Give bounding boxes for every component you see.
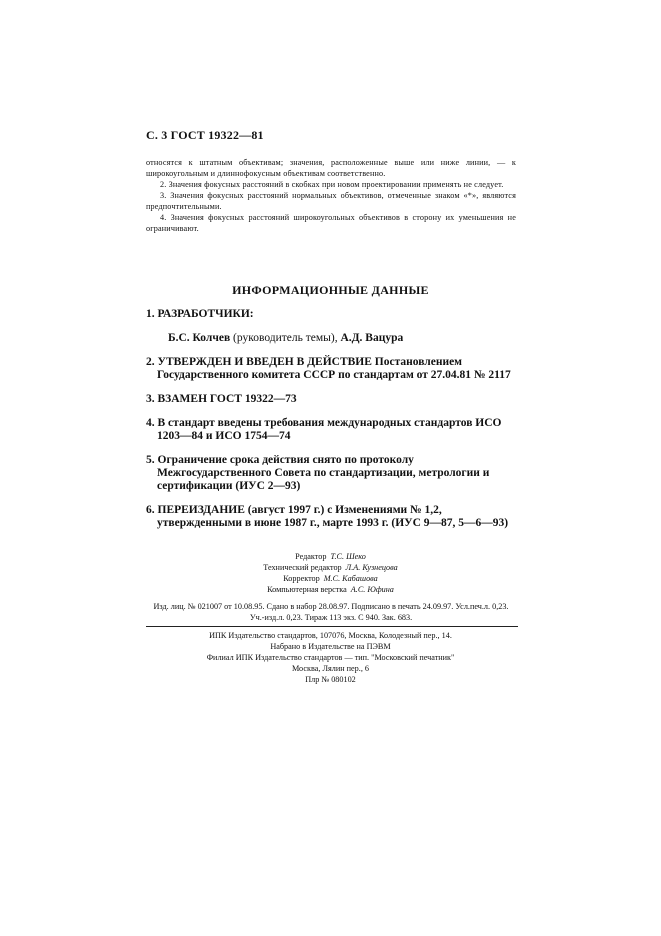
credit-tech-editor: Технический редактор Л.А. Кузнецова bbox=[263, 563, 398, 572]
editorial-credits bbox=[0, 551, 661, 595]
developer-role: (руководитель темы), bbox=[233, 332, 338, 344]
credit-editor: Редактор Т.С. Шеко bbox=[295, 552, 366, 561]
info-section bbox=[146, 308, 516, 541]
printing-line: Плр № 080102 bbox=[305, 675, 356, 684]
credit-layout: Компьютерная верстка А.С. Юфина bbox=[267, 585, 394, 594]
printing-line: ИПК Издательство стандартов, 107076, Москва, Колодезный пер., 14. bbox=[209, 631, 452, 640]
divider-line bbox=[146, 626, 518, 627]
printing-line: Москва, Лялин пер., 6 bbox=[291, 664, 370, 673]
developer-name: А.Д. Вацура bbox=[340, 332, 404, 344]
printing-line: Филиал ИПК Издательство стандартов — тип. "Московский печатник" bbox=[206, 653, 455, 662]
table-notes bbox=[146, 157, 516, 234]
info-item-developers: 1. РАЗРАБОТЧИКИ: bbox=[146, 308, 254, 320]
printing-info bbox=[0, 630, 661, 685]
publication-info: Изд. лиц. № 021007 от 10.08.95. Сдано в набор 28.08.97. Подписано в печать 24.09.97. Усл.печ.л. 0,23. Уч.-изд.л. 0,23. Тираж 113 экз. С 940. Зак. 683. bbox=[153, 602, 509, 622]
note-3: 3. Значения фокусных расстояний нормальных объективов, отмеченные знаком «*», являются предпочтительными. bbox=[146, 191, 516, 211]
note-4: 4. Значения фокусных расстояний широкоугольных объективов в сторону их уменьшения не ограничивают. bbox=[146, 213, 516, 233]
note-continuation: относятся к штатным объективам; значения, расположенные выше или ниже линии, — к широкоугольным и длиннофокусным объективам соответственно. bbox=[146, 158, 516, 178]
developer-name: Б.С. Колчев bbox=[168, 332, 231, 344]
page-header: С. 3 ГОСТ 19322—81 bbox=[146, 128, 264, 142]
developers-list bbox=[168, 332, 516, 345]
info-item-reissue: 6. ПЕРЕИЗДАНИЕ (август 1997 г.) с Изменениями № 1,2, утвержденными в июне 1987 г., марте 1993 г. (ИУС 9—87, 5—6—93) bbox=[146, 504, 509, 529]
credit-proofreader: Корректор М.С. Кабашова bbox=[283, 574, 378, 583]
info-item-replaces: 3. ВЗАМЕН ГОСТ 19322—73 bbox=[146, 393, 297, 405]
printing-line: Набрано в Издательстве на ПЭВМ bbox=[270, 642, 391, 651]
info-item-approved: 2. УТВЕРЖДЕН И ВВЕДЕН В ДЕЙСТВИЕ Постановлением Государственного комитета СССР по стандартам от 27.04.81 № 2117 bbox=[146, 356, 511, 381]
note-2: 2. Значения фокусных расстояний в скобках при новом проектировании применять не следует. bbox=[160, 180, 504, 189]
info-item-validity: 5. Ограничение срока действия снято по протоколу Межгосударственного Совета по стандартизации, метрологии и сертификации (ИУС 2—93) bbox=[146, 454, 490, 492]
info-section-title: ИНФОРМАЦИОННЫЕ ДАННЫЕ bbox=[232, 283, 429, 297]
info-item-iso: 4. В стандарт введены требования международных стандартов ИСО 1203—84 и ИСО 1754—74 bbox=[146, 417, 502, 442]
